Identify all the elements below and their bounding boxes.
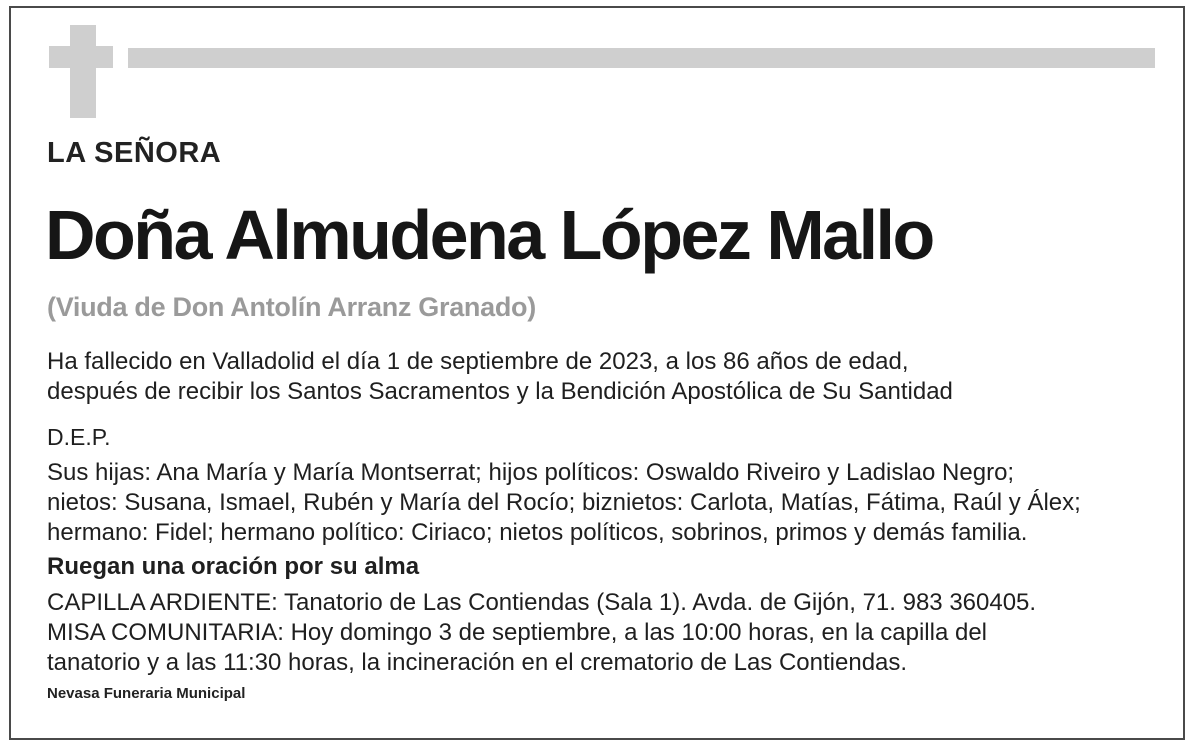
cross-icon xyxy=(70,25,96,118)
deceased-name: Doña Almudena López Mallo xyxy=(45,196,933,274)
header-rule xyxy=(128,48,1155,68)
death-line: Ha fallecido en Valladolid el día 1 de septiembre de 2023, a los 86 años de edad, xyxy=(47,348,909,375)
service-line: MISA COMUNITARIA: Hoy domingo 3 de septiembre, a las 10:00 horas, en la capilla del xyxy=(47,619,987,646)
prayer-request: Ruegan una oración por su alma xyxy=(47,553,420,580)
family-line: Sus hijas: Ana María y María Montserrat; hijos políticos: Oswaldo Riveiro y Ladislao Negro; xyxy=(47,459,1015,486)
widow-line: (Viuda de Don Antolín Arranz Granado) xyxy=(47,292,536,322)
family-line: nietos: Susana, Ismael, Rubén y María del Rocío; biznietos: Carlota, Matías, Fátima, Raúl y Álex; xyxy=(47,489,1081,516)
service-details xyxy=(47,588,1036,678)
cross-icon-arm xyxy=(49,46,113,68)
pretitle: LA SEÑORA xyxy=(47,137,222,169)
service-line: tanatorio y a las 11:30 horas, la incineración en el crematorio de Las Contiendas. xyxy=(47,649,908,676)
death-announcement xyxy=(47,347,953,407)
service-line: CAPILLA ARDIENTE: Tanatorio de Las Contiendas (Sala 1). Avda. de Gijón, 71. 983 360405. xyxy=(47,589,1037,616)
rip-label: D.E.P. xyxy=(47,424,111,450)
family-line: hermano: Fidel; hermano político: Ciriaco; nietos políticos, sobrinos, primos y demás familia. xyxy=(47,519,1028,546)
death-line: después de recibir los Santos Sacramentos y la Bendición Apostólica de Su Santidad xyxy=(47,378,953,405)
family-list xyxy=(47,458,1081,548)
funeral-home: Nevasa Funeraria Municipal xyxy=(47,685,246,702)
